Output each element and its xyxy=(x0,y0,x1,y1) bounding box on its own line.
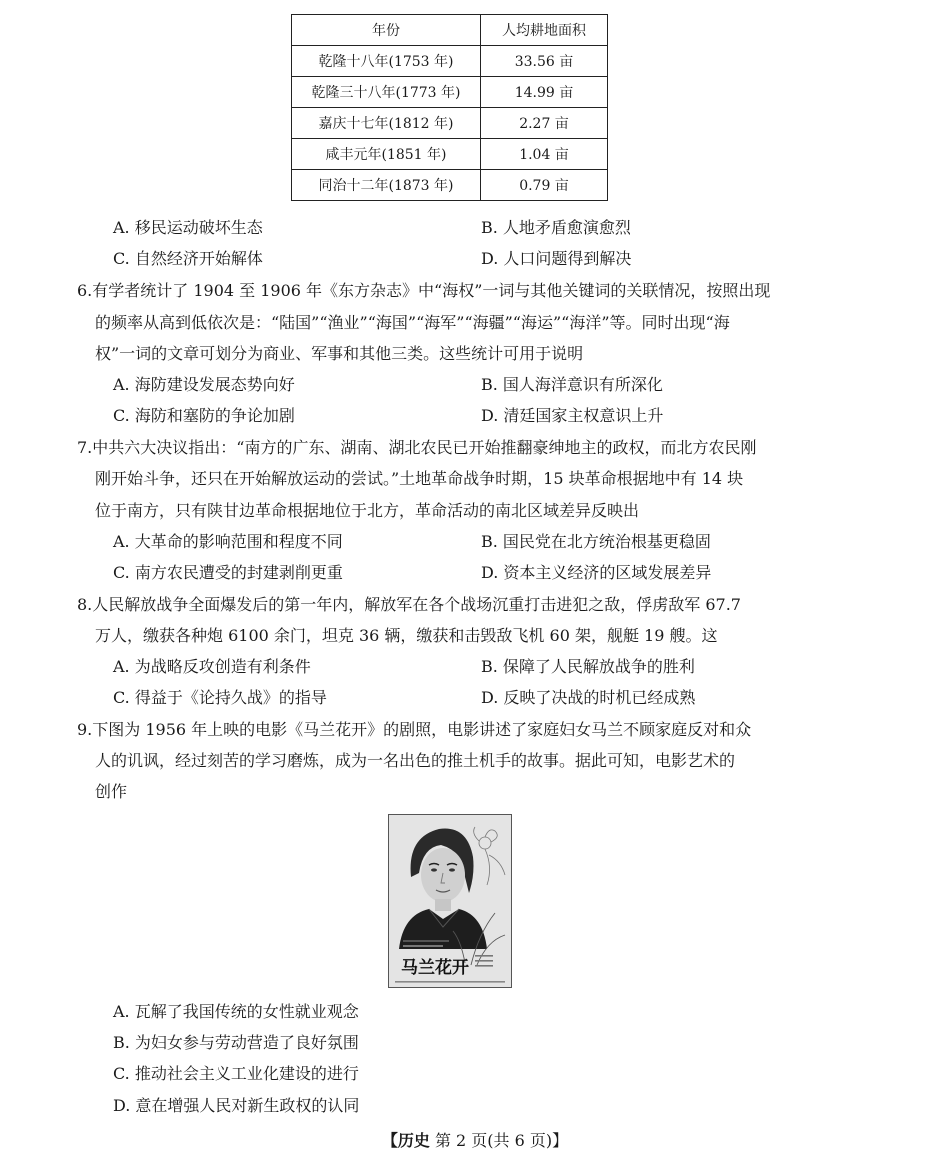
q6-stem-line: 权”一词的文章可划分为商业、军事和其他三类。这些统计可用于说明 xyxy=(95,344,584,363)
q7-stem-line: 7.中共六大决议指出：“南方的广东、湖南、湖北农民已开始推翻豪绅地主的政权，而北方农民刚 xyxy=(77,438,757,457)
q8-stem-line: 万人，缴获各种炮 6100 余门，坦克 36 辆，缴获和击毁敌飞机 60 架，舰艇 19 艘。这 xyxy=(95,626,718,645)
table-header: 人均耕地面积 xyxy=(481,15,608,46)
q9-stem-line: 创作 xyxy=(95,782,128,801)
q9-option-c: C. 推动社会主义工业化建设的进行 xyxy=(113,1064,359,1083)
table-cell: 嘉庆十七年(1812 年) xyxy=(292,108,481,139)
q6-option-d: D. 清廷国家主权意识上升 xyxy=(481,406,664,425)
q7-stem-line: 刚开始斗争，还只在开始解放运动的尝试。”土地革命战争时期，15 块革命根据地中有 14 块 xyxy=(95,469,744,488)
q9-option-b: B. 为妇女参与劳动营造了良好氛围 xyxy=(113,1033,359,1052)
poster-illustration xyxy=(389,815,511,987)
q9-option-d: D. 意在增强人民对新生政权的认同 xyxy=(113,1096,360,1115)
q8-stem-line: 8.人民解放战争全面爆发后的第一年内，解放军在各个战场沉重打击进犯之敌，俘虏敌军 67.7 xyxy=(77,595,741,614)
q6-option-a: A. 海防建设发展态势向好 xyxy=(113,375,295,394)
table-cell: 14.99 亩 xyxy=(481,77,608,108)
table-cell: 33.56 亩 xyxy=(481,46,608,77)
q7-option-d: D. 资本主义经济的区域发展差异 xyxy=(481,563,712,582)
table-row xyxy=(292,77,608,108)
table-row xyxy=(292,108,608,139)
poster-title: 马兰花开 xyxy=(401,958,469,978)
q7-option-c: C. 南方农民遭受的封建剥削更重 xyxy=(113,563,343,582)
table-row xyxy=(292,139,608,170)
q5-option-b: B. 人地矛盾愈演愈烈 xyxy=(481,218,631,237)
table-cell: 同治十二年(1873 年) xyxy=(292,170,481,201)
farmland-table xyxy=(291,14,608,201)
q9-option-a: A. 瓦解了我国传统的女性就业观念 xyxy=(113,1002,359,1021)
q6-stem-line: 的频率从高到低依次是：“陆国”“渔业”“海国”“海军”“海疆”“海运”“海洋”等。同时出现“海 xyxy=(95,313,730,332)
table-row xyxy=(292,170,608,201)
footer-page-number: 第 2 页(共 6 页)】 xyxy=(434,1131,569,1150)
table-row xyxy=(292,46,608,77)
table-header: 年份 xyxy=(292,15,481,46)
table-cell: 2.27 亩 xyxy=(481,108,608,139)
q7-option-a: A. 大革命的影响范围和程度不同 xyxy=(113,532,343,551)
footer-subject: 【历史 xyxy=(381,1131,430,1150)
q6-option-b: B. 国人海洋意识有所深化 xyxy=(481,375,663,394)
page-footer xyxy=(0,1131,950,1151)
q8-option-b: B. 保障了人民解放战争的胜利 xyxy=(481,657,695,676)
q8-option-d: D. 反映了决战的时机已经成熟 xyxy=(481,688,696,707)
q5-option-a: A. 移民运动破坏生态 xyxy=(113,218,263,237)
q7-stem-line: 位于南方，只有陕甘边革命根据地位于北方，革命活动的南北区域差异反映出 xyxy=(95,501,640,520)
table-header-row xyxy=(292,15,608,46)
q6-stem-line: 6.有学者统计了 1904 至 1906 年《东方杂志》中“海权”一词与其他关键词的关联情况，按照出现 xyxy=(77,281,771,300)
q8-option-a: A. 为战略反攻创造有利条件 xyxy=(113,657,311,676)
q9-stem-line: 人的讥讽，经过刻苦的学习磨炼，成为一名出色的推土机手的故事。据此可知，电影艺术的 xyxy=(95,751,736,770)
q8-option-c: C. 得益于《论持久战》的指导 xyxy=(113,688,327,707)
table-cell: 乾隆十八年(1753 年) xyxy=(292,46,481,77)
table-cell: 0.79 亩 xyxy=(481,170,608,201)
table-cell: 1.04 亩 xyxy=(481,139,608,170)
q5-option-c: C. 自然经济开始解体 xyxy=(113,249,263,268)
q6-option-c: C. 海防和塞防的争论加剧 xyxy=(113,406,295,425)
q5-option-d: D. 人口问题得到解决 xyxy=(481,249,632,268)
table-cell: 咸丰元年(1851 年) xyxy=(292,139,481,170)
q9-stem-line: 9.下图为 1956 年上映的电影《马兰花开》的剧照，电影讲述了家庭妇女马兰不顾家庭反对和众 xyxy=(77,720,752,739)
q7-option-b: B. 国民党在北方统治根基更稳固 xyxy=(481,532,711,551)
table-cell: 乾隆三十八年(1773 年) xyxy=(292,77,481,108)
movie-poster xyxy=(388,814,512,988)
